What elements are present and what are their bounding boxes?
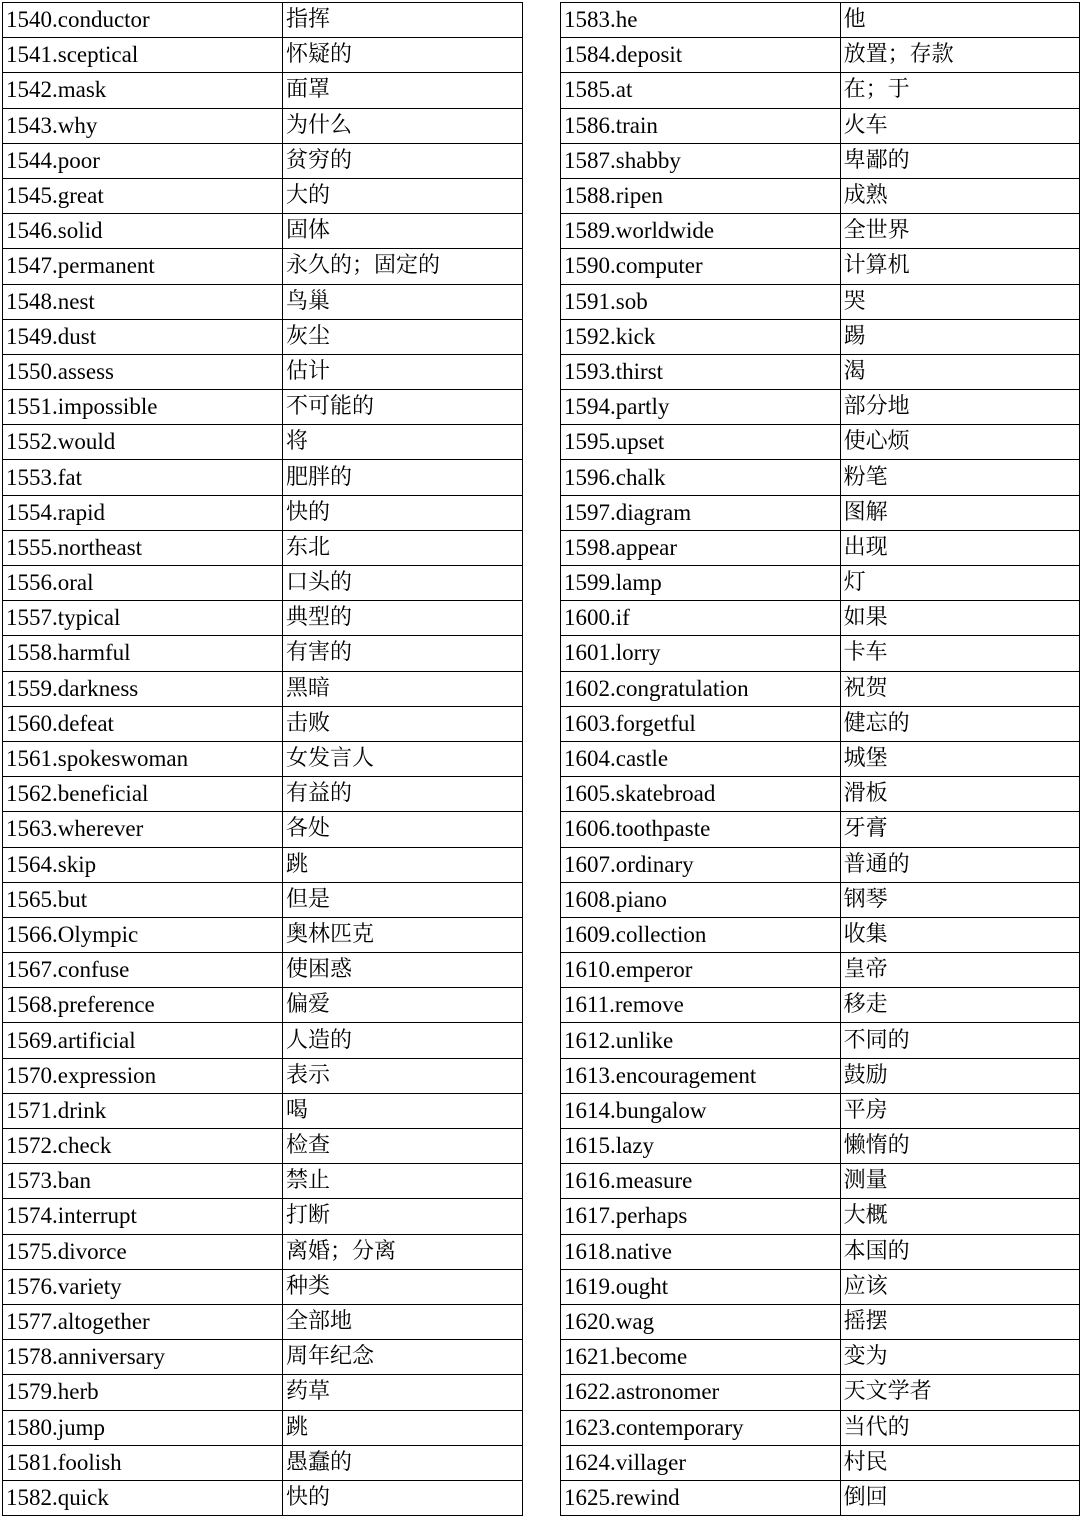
word-cell: 1613.encouragement (561, 1058, 841, 1093)
table-row (561, 1410, 1080, 1445)
meaning-cell: 贫穷的 (283, 143, 523, 178)
word-cell: 1609.collection (561, 917, 841, 952)
table-row (561, 390, 1080, 425)
meaning-cell: 使困惑 (283, 953, 523, 988)
table-row (3, 354, 523, 389)
meaning-cell: 应该 (840, 1269, 1079, 1304)
word-cell: 1581.foolish (3, 1445, 283, 1480)
word-cell: 1570.expression (3, 1058, 283, 1093)
table-row (561, 566, 1080, 601)
table-row (561, 812, 1080, 847)
word-cell: 1563.wherever (3, 812, 283, 847)
word-cell: 1622.astronomer (561, 1375, 841, 1410)
table-row (561, 530, 1080, 565)
table-row (561, 143, 1080, 178)
meaning-cell: 火车 (840, 108, 1079, 143)
meaning-cell: 变为 (840, 1340, 1079, 1375)
table-row (561, 706, 1080, 741)
meaning-cell: 村民 (840, 1445, 1079, 1480)
table-row (3, 1023, 523, 1058)
word-cell: 1554.rapid (3, 495, 283, 530)
meaning-cell: 肥胖的 (283, 460, 523, 495)
word-cell: 1590.computer (561, 249, 841, 284)
table-row (561, 882, 1080, 917)
word-cell: 1556.oral (3, 566, 283, 601)
table-row (561, 178, 1080, 213)
word-cell: 1557.typical (3, 601, 283, 636)
table-row (3, 636, 523, 671)
meaning-cell: 喝 (283, 1093, 523, 1128)
word-cell: 1571.drink (3, 1093, 283, 1128)
meaning-cell: 黑暗 (283, 671, 523, 706)
meaning-cell: 滑板 (840, 777, 1079, 812)
word-cell: 1566.Olympic (3, 917, 283, 952)
meaning-cell: 估计 (283, 354, 523, 389)
meaning-cell: 鼓励 (840, 1058, 1079, 1093)
word-cell: 1586.train (561, 108, 841, 143)
meaning-cell: 人造的 (283, 1023, 523, 1058)
word-cell: 1552.would (3, 425, 283, 460)
word-cell: 1576.variety (3, 1269, 283, 1304)
word-cell: 1616.measure (561, 1164, 841, 1199)
word-cell: 1619.ought (561, 1269, 841, 1304)
table-row (3, 1234, 523, 1269)
table-row (3, 460, 523, 495)
meaning-cell: 计算机 (840, 249, 1079, 284)
word-cell: 1605.skatebroad (561, 777, 841, 812)
meaning-cell: 但是 (283, 882, 523, 917)
table-row (3, 777, 523, 812)
meaning-cell: 跳 (283, 1410, 523, 1445)
meaning-cell: 为什么 (283, 108, 523, 143)
meaning-cell: 指挥 (283, 3, 523, 38)
table-row (3, 812, 523, 847)
table-row (3, 530, 523, 565)
word-cell: 1547.permanent (3, 249, 283, 284)
meaning-cell: 口头的 (283, 566, 523, 601)
table-row (561, 1199, 1080, 1234)
meaning-cell: 周年纪念 (283, 1340, 523, 1375)
table-row (3, 1269, 523, 1304)
word-cell: 1540.conductor (3, 3, 283, 38)
meaning-cell: 灰尘 (283, 319, 523, 354)
meaning-cell: 卑鄙的 (840, 143, 1079, 178)
word-cell: 1594.partly (561, 390, 841, 425)
meaning-cell: 倒回 (840, 1480, 1079, 1515)
table-row (561, 1269, 1080, 1304)
word-cell: 1583.he (561, 3, 841, 38)
meaning-cell: 祝贺 (840, 671, 1079, 706)
table-row (561, 1480, 1080, 1515)
word-cell: 1549.dust (3, 319, 283, 354)
meaning-cell: 禁止 (283, 1164, 523, 1199)
meaning-cell: 部分地 (840, 390, 1079, 425)
meaning-cell: 快的 (283, 495, 523, 530)
table-row (3, 319, 523, 354)
table-row (561, 108, 1080, 143)
meaning-cell: 他 (840, 3, 1079, 38)
table-row (3, 1304, 523, 1339)
word-cell: 1612.unlike (561, 1023, 841, 1058)
word-cell: 1621.become (561, 1340, 841, 1375)
word-cell: 1607.ordinary (561, 847, 841, 882)
word-cell: 1601.lorry (561, 636, 841, 671)
word-cell: 1598.appear (561, 530, 841, 565)
word-cell: 1560.defeat (3, 706, 283, 741)
meaning-cell: 有益的 (283, 777, 523, 812)
word-cell: 1544.poor (3, 143, 283, 178)
meaning-cell: 各处 (283, 812, 523, 847)
word-cell: 1567.confuse (3, 953, 283, 988)
word-cell: 1606.toothpaste (561, 812, 841, 847)
table-row (561, 284, 1080, 319)
word-cell: 1614.bungalow (561, 1093, 841, 1128)
table-row (561, 38, 1080, 73)
meaning-cell: 本国的 (840, 1234, 1079, 1269)
table-row (3, 1093, 523, 1128)
table-row (3, 566, 523, 601)
word-cell: 1600.if (561, 601, 841, 636)
word-cell: 1546.solid (3, 214, 283, 249)
table-row (3, 214, 523, 249)
meaning-cell: 移走 (840, 988, 1079, 1023)
word-cell: 1585.at (561, 73, 841, 108)
meaning-cell: 普通的 (840, 847, 1079, 882)
table-row (3, 1164, 523, 1199)
meaning-cell: 皇帝 (840, 953, 1079, 988)
meaning-cell: 成熟 (840, 178, 1079, 213)
word-cell: 1545.great (3, 178, 283, 213)
word-cell: 1591.sob (561, 284, 841, 319)
meaning-cell: 平房 (840, 1093, 1079, 1128)
table-row (561, 1375, 1080, 1410)
meaning-cell: 愚蠢的 (283, 1445, 523, 1480)
table-row (3, 1480, 523, 1515)
word-cell: 1569.artificial (3, 1023, 283, 1058)
vocab-table-right (560, 2, 1080, 1516)
table-row (561, 1445, 1080, 1480)
vocab-table-right-body (561, 3, 1080, 1516)
table-row (3, 495, 523, 530)
meaning-cell: 收集 (840, 917, 1079, 952)
meaning-cell: 牙膏 (840, 812, 1079, 847)
meaning-cell: 奥林匹克 (283, 917, 523, 952)
meaning-cell: 懒惰的 (840, 1129, 1079, 1164)
word-cell: 1623.contemporary (561, 1410, 841, 1445)
meaning-cell: 哭 (840, 284, 1079, 319)
word-cell: 1550.assess (3, 354, 283, 389)
word-cell: 1620.wag (561, 1304, 841, 1339)
table-row (561, 249, 1080, 284)
meaning-cell: 在；于 (840, 73, 1079, 108)
table-row (561, 636, 1080, 671)
table-row (561, 319, 1080, 354)
meaning-cell: 大的 (283, 178, 523, 213)
meaning-cell: 全部地 (283, 1304, 523, 1339)
word-cell: 1592.kick (561, 319, 841, 354)
vocab-table-left (2, 2, 523, 1516)
word-cell: 1589.worldwide (561, 214, 841, 249)
table-row (561, 1340, 1080, 1375)
table-row (3, 988, 523, 1023)
word-cell: 1593.thirst (561, 354, 841, 389)
table-row (3, 108, 523, 143)
meaning-cell: 固体 (283, 214, 523, 249)
word-cell: 1565.but (3, 882, 283, 917)
table-row (561, 601, 1080, 636)
word-cell: 1551.impossible (3, 390, 283, 425)
meaning-cell: 不同的 (840, 1023, 1079, 1058)
word-cell: 1610.emperor (561, 953, 841, 988)
word-cell: 1564.skip (3, 847, 283, 882)
table-row (561, 988, 1080, 1023)
table-row (3, 706, 523, 741)
meaning-cell: 大概 (840, 1199, 1079, 1234)
table-row (561, 847, 1080, 882)
meaning-cell: 全世界 (840, 214, 1079, 249)
word-cell: 1558.harmful (3, 636, 283, 671)
table-row (3, 425, 523, 460)
word-cell: 1599.lamp (561, 566, 841, 601)
table-row (561, 3, 1080, 38)
table-row (3, 1199, 523, 1234)
table-row (3, 741, 523, 776)
meaning-cell: 如果 (840, 601, 1079, 636)
word-cell: 1559.darkness (3, 671, 283, 706)
word-cell: 1625.rewind (561, 1480, 841, 1515)
word-cell: 1608.piano (561, 882, 841, 917)
meaning-cell: 面罩 (283, 73, 523, 108)
meaning-cell: 典型的 (283, 601, 523, 636)
table-row (561, 777, 1080, 812)
table-row (561, 671, 1080, 706)
meaning-cell: 种类 (283, 1269, 523, 1304)
table-row (3, 953, 523, 988)
word-cell: 1568.preference (3, 988, 283, 1023)
word-cell: 1615.lazy (561, 1129, 841, 1164)
table-row (561, 1234, 1080, 1269)
table-row (3, 143, 523, 178)
table-row (561, 73, 1080, 108)
meaning-cell: 快的 (283, 1480, 523, 1515)
table-row (561, 1058, 1080, 1093)
table-row (561, 1164, 1080, 1199)
table-row (3, 917, 523, 952)
table-row (3, 73, 523, 108)
word-cell: 1553.fat (3, 460, 283, 495)
word-cell: 1597.diagram (561, 495, 841, 530)
table-row (3, 249, 523, 284)
table-row (3, 1129, 523, 1164)
table-row (3, 847, 523, 882)
meaning-cell: 击败 (283, 706, 523, 741)
word-cell: 1582.quick (3, 1480, 283, 1515)
table-row (3, 882, 523, 917)
meaning-cell: 钢琴 (840, 882, 1079, 917)
word-cell: 1573.ban (3, 1164, 283, 1199)
table-row (3, 671, 523, 706)
word-cell: 1580.jump (3, 1410, 283, 1445)
meaning-cell: 使心烦 (840, 425, 1079, 460)
meaning-cell: 鸟巢 (283, 284, 523, 319)
word-cell: 1561.spokeswoman (3, 741, 283, 776)
table-row (3, 284, 523, 319)
word-cell: 1587.shabby (561, 143, 841, 178)
table-row (561, 1304, 1080, 1339)
meaning-cell: 图解 (840, 495, 1079, 530)
meaning-cell: 灯 (840, 566, 1079, 601)
meaning-cell: 跳 (283, 847, 523, 882)
table-row (561, 741, 1080, 776)
meaning-cell: 卡车 (840, 636, 1079, 671)
table-row (3, 1410, 523, 1445)
table-row (561, 917, 1080, 952)
meaning-cell: 出现 (840, 530, 1079, 565)
meaning-cell: 不可能的 (283, 390, 523, 425)
meaning-cell: 摇摆 (840, 1304, 1079, 1339)
table-row (561, 425, 1080, 460)
word-cell: 1602.congratulation (561, 671, 841, 706)
meaning-cell: 永久的；固定的 (283, 249, 523, 284)
meaning-cell: 将 (283, 425, 523, 460)
meaning-cell: 渴 (840, 354, 1079, 389)
word-cell: 1572.check (3, 1129, 283, 1164)
word-cell: 1618.native (561, 1234, 841, 1269)
meaning-cell: 偏爱 (283, 988, 523, 1023)
word-cell: 1541.sceptical (3, 38, 283, 73)
meaning-cell: 怀疑的 (283, 38, 523, 73)
word-cell: 1543.why (3, 108, 283, 143)
table-row (561, 1093, 1080, 1128)
word-cell: 1577.altogether (3, 1304, 283, 1339)
table-row (3, 1375, 523, 1410)
word-cell: 1595.upset (561, 425, 841, 460)
meaning-cell: 放置；存款 (840, 38, 1079, 73)
table-row (3, 178, 523, 213)
vocab-table-left-body (3, 3, 523, 1516)
word-cell: 1584.deposit (561, 38, 841, 73)
table-row (3, 38, 523, 73)
word-cell: 1579.herb (3, 1375, 283, 1410)
meaning-cell: 健忘的 (840, 706, 1079, 741)
word-cell: 1574.interrupt (3, 1199, 283, 1234)
meaning-cell: 当代的 (840, 1410, 1079, 1445)
table-row (3, 1058, 523, 1093)
meaning-cell: 表示 (283, 1058, 523, 1093)
table-row (3, 1340, 523, 1375)
table-row (561, 214, 1080, 249)
meaning-cell: 测量 (840, 1164, 1079, 1199)
meaning-cell: 城堡 (840, 741, 1079, 776)
meaning-cell: 检查 (283, 1129, 523, 1164)
meaning-cell: 粉笔 (840, 460, 1079, 495)
word-cell: 1562.beneficial (3, 777, 283, 812)
word-cell: 1548.nest (3, 284, 283, 319)
table-row (3, 3, 523, 38)
table-row (3, 1445, 523, 1480)
meaning-cell: 打断 (283, 1199, 523, 1234)
table-row (561, 354, 1080, 389)
meaning-cell: 药草 (283, 1375, 523, 1410)
word-cell: 1588.ripen (561, 178, 841, 213)
word-cell: 1617.perhaps (561, 1199, 841, 1234)
word-cell: 1604.castle (561, 741, 841, 776)
meaning-cell: 东北 (283, 530, 523, 565)
table-row (561, 495, 1080, 530)
word-cell: 1555.northeast (3, 530, 283, 565)
meaning-cell: 女发言人 (283, 741, 523, 776)
word-cell: 1603.forgetful (561, 706, 841, 741)
word-cell: 1578.anniversary (3, 1340, 283, 1375)
meaning-cell: 踢 (840, 319, 1079, 354)
word-cell: 1624.villager (561, 1445, 841, 1480)
meaning-cell: 离婚；分离 (283, 1234, 523, 1269)
table-row (3, 390, 523, 425)
word-cell: 1596.chalk (561, 460, 841, 495)
table-row (561, 1023, 1080, 1058)
meaning-cell: 有害的 (283, 636, 523, 671)
word-cell: 1575.divorce (3, 1234, 283, 1269)
table-row (561, 460, 1080, 495)
word-cell: 1611.remove (561, 988, 841, 1023)
table-row (3, 601, 523, 636)
meaning-cell: 天文学者 (840, 1375, 1079, 1410)
table-row (561, 1129, 1080, 1164)
word-cell: 1542.mask (3, 73, 283, 108)
table-row (561, 953, 1080, 988)
